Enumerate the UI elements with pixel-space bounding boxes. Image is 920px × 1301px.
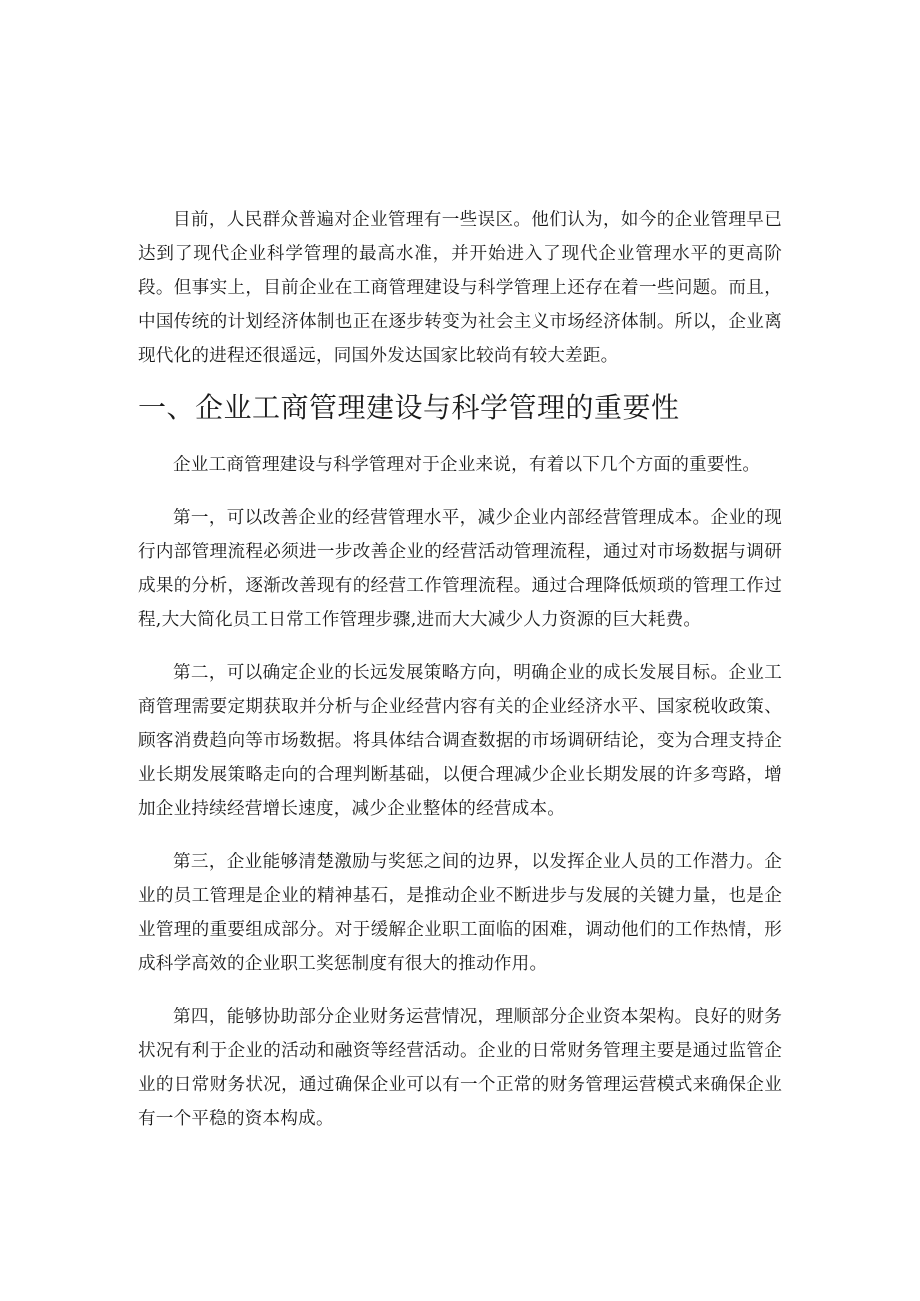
point-paragraph-2: 第二，可以确定企业的长远发展策略方向，明确企业的成长发展目标。企业工商管理需要定期获取并分析与企业经营内容有关的企业经济水平、国家税收政策、顾客消费趋向等市场数据。将具体结合调查数据的市场调研结论，变为合理支持企业长期发展策略走向的合理判断基础，以便合理减少企业长期发展的许多弯路，增加企业持续经营增长速度，减少企业整体的经营成本。: [138, 663, 782, 819]
intro-paragraph: 目前，人民群众普遍对企业管理有一些误区。他们认为，如今的企业管理早已达到了现代企业科学管理的最高水准，并开始进入了现代企业管理水平的更高阶段。但事实上，目前企业在工商管理建设与科学管理上还存在着一些问题。而且，中国传统的计划经济体制也正在逐步转变为社会主义市场经济体制。所以，企业离现代化的进程还很遥远，同国外发达国家比较尚有较大差距。: [138, 210, 782, 366]
point-paragraph-1: 第一，可以改善企业的经营管理水平，减少企业内部经营管理成本。企业的现行内部管理流程必须进一步改善企业的经营活动管理流程，通过对市场数据与调研成果的分析，逐渐改善现有的经营工作管理流程。通过合理降低烦琐的管理工作过程,大大简化员工日常工作管理步骤,进而大大减少人力资源的巨大耗费。: [138, 508, 782, 630]
section-lead-paragraph: 企业工商管理建设与科学管理对于企业来说，有着以下几个方面的重要性。: [173, 455, 761, 475]
document-page: [138, 203, 782, 1136]
point-paragraph-3: 第三，企业能够清楚激励与奖惩之间的边界，以发挥企业人员的工作潜力。企业的员工管理是企业的精神基石，是推动企业不断进步与发展的关键力量，也是企业管理的重要组成部分。对于缓解企业职工面临的困难，调动他们的工作热情，形成科学高效的企业职工奖惩制度有很大的推动作用。: [138, 852, 782, 974]
section-heading: 一、企业工商管理建设与科学管理的重要性: [138, 391, 680, 424]
point-paragraph-4: 第四，能够协助部分企业财务运营情况，理顺部分企业资本架构。良好的财务状况有利于企业的活动和融资等经营活动。企业的日常财务管理主要是通过监管企业的日常财务状况，通过确保企业可以有一个正常的财务管理运营模式来确保企业有一个平稳的资本构成。: [138, 1007, 782, 1129]
